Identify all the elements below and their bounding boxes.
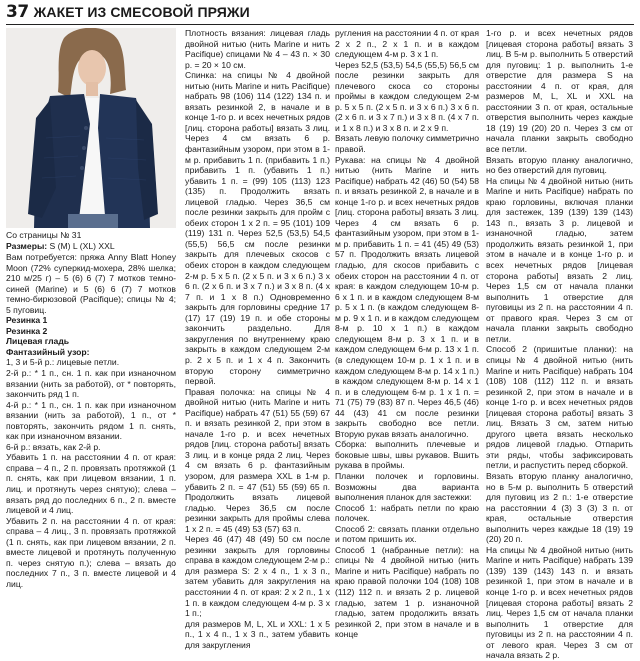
pattern-row-6: 6-й р.: вязать, как 2-й р. <box>6 441 101 452</box>
neck-band-2-paragraph: На спицы № 4 двойной нитью (нить Marine и нить Pacifique) набрать 139 (139) 139 (143) 143 п. и вязать резинкой 1, при этом в начале и в конце 1-го р. и всех нечетных рядов [лицевая сторона работы] вязать 2 лиц. Через 1,5 см от начала планки выполнить 1 отверстие для пуговицы из 2 п. на расстоянии 4 п. от левого края. Через 3 см от начала вязать 2 р. <box>486 544 633 661</box>
left-front-paragraph: Вязать левую полочку симметрично правой. <box>335 133 479 155</box>
photo-caption <box>6 230 176 251</box>
neckline-paragraph: Через 46 (47) 48 (49) 50 см после резинки закрыть для горловины справа в каждом следующем 2-м р.: <box>185 534 330 566</box>
column-4 <box>486 28 633 661</box>
pattern-number: 37 <box>6 2 29 22</box>
sizes-value: S (M) L (XL) XXL <box>47 240 115 251</box>
source-page-ref: Со страницы № 31 <box>6 230 82 240</box>
buttonholes-paragraph: 1-го р. и всех нечетных рядов [лицевая сторона работы] вязать 3 лиц. В 5-м р. выполнить 5 отверстий для пуговиц: 1 р. выполнить 1-е отверстие для размера S на расстоянии 4 п. от края, для размеров M, L, XL и XXL на расстоянии 3 п. от края, остальные отверстия выполнить через каждые 18 (19) 19 (20) 20 п. Через 3 см от начала планки закрыть свободно все петли. <box>486 28 633 155</box>
materials-paragraph: Вам потребуется: пряжа Anny Blatt Honey Moon (72% суперкид-мохера, 28% шелка; 210 м/25 г) – 5 (6) 6 (7) 7 мотков темно-синей (Marine) и 5 (6) 6 (7) 7 мотков темно-бирюзовой (Pacifique); спицы № 4; 5 пуговиц. <box>6 252 176 315</box>
model-photo-illustration <box>6 28 176 228</box>
sizes-label: Размеры: <box>6 240 48 251</box>
rib-2-heading: Резинка 2 <box>6 325 48 336</box>
column-2 <box>185 28 330 650</box>
second-band-2-paragraph: Вязать вторую планку аналогично, но в 5-м р. выполнить 5 отверстий для пуговиц из 2 п.: 1-е отверстие на расстоянии 4 (3) 3 (3) 3 п. от края, остальные отверстия выполнить через каждые 18 (19) 19 (20) 20 п. <box>486 470 633 545</box>
rounding-paragraph: ругления на расстоянии 4 п. от края 2 х 2 п., 2 х 1 п. и в каждом следующем 4-м р. 3 х 1 п. <box>335 28 479 60</box>
sizes-line <box>6 241 176 252</box>
method-1-detail-paragraph: Способ 1 (набранные петли): на спицы № 4 двойной нитью (нить Marine и нить Pacifique) набрать по краю правой полочки 104 (108) 108 (112) 112 п. и вязать 2 р. лицевой гладью, затем 1 р. изнаночной гладью, затем продолжить вязать резинкой 2, при этом в начале и в конце <box>335 544 479 640</box>
pattern-row-1: 1, 3 и 5-й р.: лицевые петли. <box>6 357 120 368</box>
decrease-1-paragraph: Убавить 1 п. на расстоянии 4 п. от края: справа – 4 п., 2 п. провязать протяжкой (1 п. снять, как при лицевом вязании, 1 п. лиц. и протянуть через снятую); слева – вязать ряд до последних 6 п., 2 п. вместе лицевой и 4 лиц. <box>6 452 176 516</box>
pattern-row-4: 4-й р.: * 1 п., сн. 1 п. как при изнаночном вязании (нить за работой), 1 п., от * повторять, закончить рядом 1 п. снять, как при изнаночном вязании. <box>6 399 176 442</box>
decrease-2-paragraph: Убавить 2 п. на расстоянии 4 п. от края: справа – 4 лиц., 3 п. провязать протяжкой (1 п. снять, как при лицевом вязании, 2 п. вместе лицевой и протянуть полученную п. через снятую п.); слева – вязать до последних 7 п., 3 п. вместе лицевой и 4 лиц. <box>6 515 176 589</box>
header-rule <box>6 24 634 25</box>
pattern-title: ЖАКЕТ ИЗ СМЕСОВОЙ ПРЯЖИ <box>33 4 250 20</box>
page-header <box>6 2 250 24</box>
size-m-xxl-paragraph: для размеров M, L, XL и XXL: 1 х 5 п., 1 х 4 п., 1 х 3 п., затем убавить для закругления <box>185 618 330 650</box>
neck-band-paragraph: На спицы № 4 двойной нитью (нить Marine и нить Pacifique) набрать по краю горловины, включая планки для застежек, 139 (139) 139 (143) 143 п., вязать 3 р. лицевой и изнаночной гладью, затем продолжить вязать резинкой 1, при этом в начале и в конце 1-го р. и всех нечетных рядов [лицевая сторона работы] вязать 2 лиц. Через 1,5 см от начала планки выполнить 1 отверстие для пуговицы из 2 п. на расстоянии 4 п. от правого края. Через 3 см от начала планки закрыть свободно петли. <box>486 175 633 344</box>
method-2-detail-paragraph: Способ 2 (пришитые планки): на спицы № 4 двойной нитью (нить Marine и нить Pacifique) набрать 104 (108) 108 (112) 112 п. и вязать резинкой 2, при этом в начале и в конце 1-го р. и всех нечетных рядов [лицевая сторона работы] вязать 3 лиц. Вязать 3 см, затем нитью другого цвета вязать несколько рядов лицевой гладью. Отпарить эти ряды, чтобы зафиксировать петли, и распустить перед сборкой. <box>486 344 633 471</box>
column-3 <box>335 28 479 640</box>
method-1-paragraph: Способ 1: набрать петли по краю полочек. <box>335 502 479 524</box>
pattern-row-2: 2-й р.: * 1 п., сн. 1 п. как при изнаночном вязании (нить за работой), от * повторять, закончить ряд 1 п. <box>6 368 176 400</box>
bands-paragraph: Планки полочек и горловины. Возможны два варианта выполнения планок для застежки: <box>335 470 479 503</box>
rib-1-heading: Резинка 1 <box>6 315 48 326</box>
second-band-paragraph: Вязать вторую планку аналогично, но без отверстий для пуговиц. <box>486 154 633 176</box>
method-2-paragraph: Способ 2: связать планки отдельно и потом пришить их. <box>335 523 479 545</box>
stockinette-heading: Лицевая гладь <box>6 336 70 347</box>
fancy-pattern-heading: Фантазийный узор: <box>6 346 90 357</box>
assembly-paragraph: Сборка: выполнить плечевые и боковые швы, швы рукавов. Вшить рукава в проймы. <box>335 439 479 471</box>
size-s-paragraph: для размера S: 2 х 4 п., 1 х 3 п., затем убавить для закругления на расстоянии 4 п. от края: 2 х 2 п., 1 х 1 п. в каждом следующем 4-м р. 3 х 1 п.; <box>185 565 330 619</box>
right-front-paragraph: Правая полочка: на спицы № 4 двойной нитью (нить Marine и нить Pacifique) набрать 47 (51) 55 (59) 67 п. и вязать резинкой 2, при этом в начале 1-го р. и всех нечетных рядов [лиц. сторона работы] вязать 3 лиц. и в конце ряда 2 лиц. Через 4 см вязать 6 р. фантазийным узором, для размера XXL в 1-м р. убавить 2 п. = 47 (51) 55 (59) 65 п. Продолжить вязать лицевой гладью. Через 36,5 см после резинки закрыть для проймы слева 1 х 2 п. = 45 (49) 53 (57) 63 п. <box>185 386 330 534</box>
shoulder-paragraph: Через 52,5 (53,5) 54,5 (55,5) 56,5 см после резинки закрыть для плечевого скоса со стороны проймы в каждом следующем 2-м р. 5 х 5 п. (2 х 5 п. и 3 х 6 п.) 3 х 6 п. (2 х 6 п. и 3 х 7 п.) и 3 х 8 п. (4 х 7 п. и 1 х 8 п.) и 3 х 8 п. и 2 х 9 п. <box>335 59 479 133</box>
column-1 <box>6 252 176 590</box>
gauge-paragraph: Плотность вязания: лицевая гладь двойной нитью (нить Marine и нить Pacifique) спицами № 4 – 43 п. × 30 р. = 20 × 10 см. <box>185 28 330 70</box>
sleeves-paragraph: Рукава: на спицы № 4 двойной нитью (нить Marine и нить Pacifique) набрать 42 (46) 50 (54) 58 п. и вязать резинкой 2, в начале и в конце 1-го р. и всех нечетных рядов [лиц. сторона работы] вязать 3 лиц. Через 4 см вязать 6 р. фантазийным узором, при этом в 1-м р. прибавить 1 п. = 41 (45) 49 (53) 57 п. Продолжить вязать лицевой гладью, для скосов прибавить с обеих сторон на расстоянии 4 п. от края: в каждом следующем 10-м р. 6 х 1 п. и в каждом следующем 8-м р. 5 х 1 п. (в каждом следующем 8-м р. 9 х 1 п. и в каждом следующем 8-м р. 10 х 1 п.) в каждом следующем 8-м р. 3 х 1 п. и в каждом следующем 6-м р. 13 х 1 п. (в следующем 10-м р. 1 х 1 п. и в каждом следующем 8-м р. 14 х 1 п.) в каждом следующем 8-м р. 14 х 1 п. и в следующем 6-м р. 1 х 1 п. = 71 (75) 79 (83) 87 п. Через 46,5 (46) 44 (43) 41 см после резинки закрыть свободно все петли. Вторую рукав вязать аналогично. <box>335 154 480 439</box>
back-paragraph: Спинка: на спицы № 4 двойной нитью (нить Marine и нить Pacifique) набрать 98 (106) 114 (122) 134 п. и вязать резинкой 2, в начале и в конце 1-го р. и всех нечетных рядов [лиц. сторона работы] вязать 3 лиц. Через 4 см вязать 6 р. фантазийным узором, при этом в 1-м р. прибавить 1 п. (прибавить 1 п.) прибавить 1 п. (убавить 1 п.) убавить 1 п. = (99) 105 (113) 123 (135) п. Продолжить вязать лицевой гладью. Через 36,5 см после резинки закрыть для пройм с обеих сторон 1 х 2 п. = 95 (101) 109 (119) 131 п. Через 52,5 (53,5) 54,5 (55,5) 56,5 см после резинки закрыть для плечевых скосов с обеих сторон в каждом следующем 2-м р. 5 х 5 п. (2 х 5 п. и 3 х 6 п.) 3 х 6 п. (2 х 6 п. и 3 х 7 п.) и 3 х 8 п. (4 х 7 п. и 1 х 8 п.) Одновременно закрыть для горловины средние 17 (17) 17 (19) 19 п. и обе стороны закончить раздельно. Для закругления по внутреннему краю закрыть в каждом следующем 2-м р. 2 х 5 п. и 1 х 4 п. Закончить вторую сторону симметрично первой. <box>185 70 330 387</box>
model-photo <box>6 28 176 228</box>
